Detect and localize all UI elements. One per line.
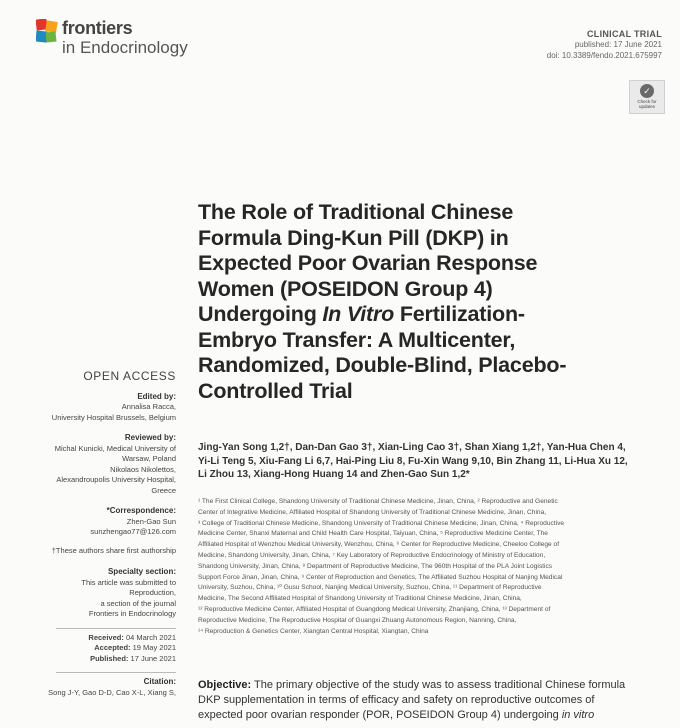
reviewer-text: Michal Kunicki, Medical University of: [54, 443, 176, 453]
title-text: Undergoing: [198, 302, 323, 326]
affiliation-line: ¹² Reproductive Medicine Center, Affiliated Hospital of Guangdong Medical University, Zhanjiang, China, ¹³ Department of: [198, 605, 551, 613]
abstract-line: [198, 708, 666, 723]
title-italic: In Vitro: [322, 302, 395, 326]
specialty-label: Specialty section:: [107, 567, 176, 576]
author-line: Yi-Li Teng 5, Xiu-Fang Li 6,7, Hai-Ping Liu 8, Fu-Xin Wang 9,10, Bin Zhang 11, Li-Hua Xu 12,: [198, 455, 628, 467]
affiliation-line: Medicine, Shandong University, Jinan, China, ⁷ Key Laboratory of Reproductive Endocrinology of Ministry of Education,: [198, 551, 546, 559]
abstract: [198, 678, 666, 723]
editor-name: Annalisa Racca,: [121, 402, 176, 411]
check-updates-badge[interactable]: [629, 80, 665, 114]
journal-name: in Endocrinology: [62, 38, 188, 57]
reviewed-by-label: Reviewed by:: [124, 433, 176, 442]
doi[interactable]: doi: 10.3389/fendo.2021.675997: [546, 51, 662, 60]
affiliation-line: Medicine Center, Shanxi Maternal and Child Health Care Hospital, Taiyuan, China, ⁵ Reproductive Medicine Center, The: [198, 530, 548, 538]
sidebar-divider: [56, 672, 176, 673]
published-date: published: 17 June 2021: [574, 40, 662, 49]
article-header-meta: [422, 29, 662, 61]
affiliation-line: ¹ The First Clinical College, Shandong University of Traditional Chinese Medicine, Jinan, China, ² Reproductive and Genetic: [198, 498, 558, 505]
editor-affiliation: University Hospital Brussels, Belgium: [51, 412, 176, 422]
title-line: The Role of Traditional Chinese: [198, 200, 514, 224]
citation-text: Song J-Y, Gao D-D, Cao X-L, Xiang S,: [48, 687, 176, 697]
author-line: Li Zhou 13, Xiang-Hong Huang 14 and Zhen-Gao Sun 1,2*: [198, 469, 470, 480]
author-line: Jing-Yan Song 1,2†, Dan-Dan Gao 3†, Xian-Ling Cao 3†, Shan Xiang 1,2†, Yan-Hua Chen 4,: [198, 442, 626, 453]
abstract-text: The primary objective of the study was to assess traditional Chinese formula: [251, 679, 626, 691]
affiliation-line: Center of Integrative Medicine, Affiliated Hospital of Shandong University of Traditional Chinese Medicine, Jinan, China,: [198, 508, 547, 516]
received-label: Received:: [88, 632, 124, 642]
logo-square-orange: [45, 20, 58, 33]
title-line: Controlled Trial: [198, 378, 353, 403]
title-text: Fertilization-: [394, 302, 525, 326]
reviewer-text: Nikolaos Nikolettos,: [110, 464, 176, 474]
published-date-side: [30, 654, 176, 665]
published-value: 17 June 2021: [130, 653, 176, 663]
logo-square-blue: [36, 31, 47, 43]
citation-label: Citation:: [143, 677, 176, 686]
check-updates-line2: updates: [638, 104, 655, 109]
affiliation-line: University, Suzhou, China, ¹⁰ Gusu School, Nanjing Medical University, Suzhou, China, ¹¹ Department of Reproductive: [198, 584, 542, 592]
affiliation-line: ³ College of Traditional Chinese Medicine, Shandong University of Traditional Chinese Medicine, Jinan, China, ⁴ Reproductive: [198, 519, 565, 527]
accepted-date: [30, 643, 176, 654]
specialty-text: Reproduction,: [129, 588, 176, 597]
reviewer-text: Greece: [151, 485, 176, 495]
check-updates-icon: ✓: [640, 84, 654, 98]
specialty-text: Frontiers in Endocrinology: [88, 609, 176, 618]
brand-name: frontiers: [62, 18, 133, 38]
affiliation-line: Reproductive Medicine, The Reproductive Hospital of Guangxi Zhuang Autonomous Region, Nanning, China,: [198, 616, 517, 624]
abstract-line: [198, 678, 666, 693]
abstract-line: DKP supplementation in terms of efficacy and safety on reproductive outcomes of: [198, 694, 595, 706]
title-line: Women (POSEIDON Group 4): [198, 276, 493, 301]
reviewer-text: Warsaw, Poland: [122, 454, 176, 463]
title-line: [198, 302, 668, 328]
received-date: [30, 633, 176, 644]
frontiers-logo-icon: [36, 19, 58, 45]
specialty-text: a section of the journal: [100, 598, 176, 608]
author-list: [198, 441, 662, 482]
affiliation-line: Shandong University, Jinan, China, ⁸ Department of Reproductive Medicine, The 960th Hospital of the PLA Joint Logistics: [198, 562, 553, 570]
edited-by-label: Edited by:: [137, 391, 176, 401]
accepted-label: Accepted:: [94, 643, 131, 652]
affiliation-line: Support Force Jinan, Jinan, China, ⁹ Center of Reproduction and Genetics, The Affiliated Suzhou Hospital of Nanjing Medical: [198, 573, 563, 581]
article-sidebar: [30, 371, 176, 698]
logo-square-green: [46, 32, 57, 43]
title-line: Randomized, Double-Blind, Placebo-: [198, 353, 567, 377]
specialty-text: This article was submitted to: [81, 577, 176, 587]
received-value: 04 March 2021: [125, 632, 176, 642]
correspondence-name: Zhen-Gao Sun: [126, 516, 176, 526]
title-line: Formula Ding-Kun Pill (DKP) in: [198, 225, 509, 250]
check-updates-line1: Check for: [637, 99, 657, 104]
abstract-italic: in vitro: [561, 709, 595, 721]
correspondence-label: *Correspondence:: [106, 506, 176, 515]
title-line: Embryo Transfer: A Multicenter,: [198, 327, 516, 352]
open-access-label: OPEN ACCESS: [83, 369, 176, 383]
reviewer-text: Alexandroupolis University Hospital,: [56, 475, 176, 484]
equal-contribution-note: †These authors share first authorship: [51, 545, 176, 555]
affiliation-line: ¹⁴ Reproduction & Genetics Center, Xiangtan Central Hospital, Xiangtan, China: [198, 627, 429, 635]
title-line: Expected Poor Ovarian Response: [198, 251, 538, 275]
sidebar-divider: [56, 628, 176, 629]
affiliations: [198, 497, 664, 637]
affiliation-line: Medicine, The Second Affiliated Hospital of Shandong University of Traditional Chinese Medicine, Jinan, China,: [198, 595, 522, 603]
abstract-text: expected poor ovarian responder (POR, POSEIDON Group 4) undergoing: [198, 709, 562, 721]
published-label: Published:: [90, 653, 129, 663]
correspondence-email[interactable]: sunzhengao77@126.com: [90, 527, 176, 536]
article-type: CLINICAL TRIAL: [586, 29, 662, 39]
article-title: [198, 200, 668, 404]
journal-logo: [36, 17, 206, 63]
abstract-objective-label: Objective:: [198, 679, 252, 691]
affiliation-line: Affiliated Hospital of Wenzhou Medical University, Wenzhou, China, ⁶ Center for Reproductive Medicine, Cheeloo College of: [198, 541, 560, 549]
accepted-value: 19 May 2021: [132, 643, 176, 652]
